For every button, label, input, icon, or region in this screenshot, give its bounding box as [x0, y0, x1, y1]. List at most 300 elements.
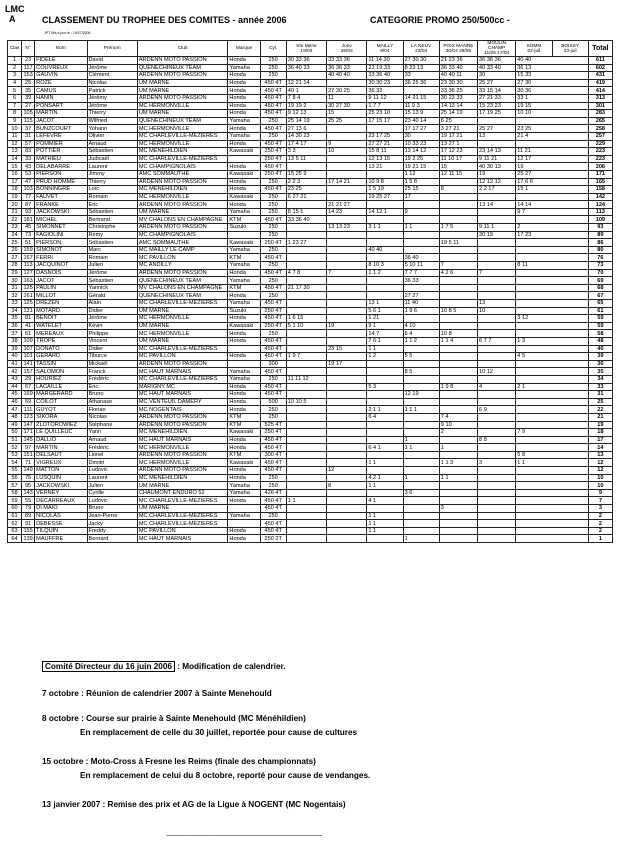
cell-score	[367, 277, 403, 285]
cell-clas: 32	[8, 292, 22, 300]
cell-score	[478, 360, 516, 368]
cell-score: 1 6 15	[286, 315, 326, 323]
cell-score: 17 6 6	[516, 178, 588, 186]
cell-prenom: Freddy	[87, 527, 137, 535]
cell-score: 1 7 7	[367, 102, 403, 110]
cell-prenom: Bruno	[87, 391, 137, 399]
col-race-5-6	[439, 41, 477, 57]
cell-clas: 47	[8, 406, 22, 414]
note-line: 7 octobre : Réunion de calendrier 2007 à Sainte Menehould	[42, 689, 272, 698]
cell-club: MC CHARLEVILLE-MEZIERES	[137, 520, 228, 528]
cell-score	[367, 239, 403, 247]
cell-prenom: Gérald	[87, 292, 137, 300]
cell-marque: Yamaha	[228, 482, 260, 490]
cell-clas: 33	[8, 300, 22, 308]
cell-score: 19	[516, 163, 588, 171]
cell-score	[327, 368, 367, 376]
cell-cyl: 250	[260, 57, 286, 65]
cell-num: 147	[23, 421, 33, 428]
cell-total: 602	[588, 64, 612, 72]
cell-club: MC HAUT MARNAIS	[137, 391, 228, 399]
cell-score: 12 12 12	[478, 178, 516, 186]
cell-score: 1 1	[367, 520, 403, 528]
cell-cyl: 300	[260, 360, 286, 368]
cell-score: 10	[327, 148, 367, 156]
cell-marque: Yamaha	[228, 117, 260, 125]
cell-total: 3	[588, 505, 612, 513]
cell-num: 163	[23, 277, 33, 284]
cell-num: 37	[22, 125, 35, 133]
cell-num: 79	[22, 505, 35, 513]
cell-cyl: 450 4T	[260, 110, 286, 118]
cell-score	[478, 140, 516, 148]
table-row	[8, 383, 613, 391]
cell-score: 17 4 17	[286, 140, 326, 148]
cell-score: 3 1 1	[367, 224, 403, 232]
cell-score	[516, 277, 588, 285]
cell-clas: 59	[8, 497, 22, 505]
race-date: 28/05	[459, 48, 472, 54]
table-row	[8, 269, 613, 277]
cell-cyl: 250 4T	[260, 307, 286, 315]
cell-score: 13 14 12	[403, 148, 439, 156]
cell-score	[327, 444, 367, 452]
cell-score	[439, 375, 477, 383]
cell-score	[516, 117, 588, 125]
cell-club: ARDENN MOTO PASSION	[137, 360, 228, 368]
cell-marque: Yamaha	[228, 368, 260, 376]
cell-score	[516, 482, 588, 490]
cell-score	[286, 330, 326, 338]
cell-score	[516, 520, 588, 528]
cell-total: 31	[588, 391, 612, 399]
cell-score: 5 8	[516, 451, 588, 459]
cell-nom: LACAILLE	[35, 383, 87, 391]
table-row	[8, 413, 613, 421]
cell-score: 40 40	[516, 57, 588, 65]
cell-clas: 43	[8, 375, 22, 383]
cell-club: QUENECHINEUX TEAM	[137, 64, 228, 72]
cell-club: AMC SOMMAUTHE	[137, 239, 228, 247]
cell-score	[516, 246, 588, 254]
cell-score	[439, 284, 477, 292]
cell-club: UM MARNE	[137, 87, 228, 95]
cell-score	[327, 489, 367, 497]
cell-cyl: 450 4T	[260, 467, 286, 475]
cell-score: 11 40	[403, 300, 439, 308]
cell-score: 10 12	[478, 368, 516, 376]
cell-marque	[228, 360, 260, 368]
cell-cyl: 450 4T	[260, 353, 286, 361]
cell-club: MC HAUT MARNAIS	[137, 368, 228, 376]
cell-score	[439, 201, 477, 209]
cell-score: 23 40 14	[403, 117, 439, 125]
cell-score: 17 23	[516, 231, 588, 239]
cell-score	[516, 436, 588, 444]
cell-score	[286, 520, 326, 528]
cell-club: MC MAILLY LE CAMP	[137, 246, 228, 254]
cell-score	[478, 239, 516, 247]
cell-num: 89	[22, 512, 35, 520]
cell-score	[516, 505, 588, 513]
cell-cyl: 450 4T	[260, 284, 286, 292]
cell-nom: MICHEL	[35, 216, 87, 224]
col-num: N°	[22, 41, 35, 57]
cell-marque: Honda	[228, 292, 260, 300]
cell-score	[439, 360, 477, 368]
cell-score: 19	[478, 170, 516, 178]
cell-score: 19 19 2	[286, 102, 326, 110]
cell-num: 125	[23, 300, 33, 307]
cell-cyl: 250 4T	[260, 155, 286, 163]
race-date: 17/04	[497, 51, 510, 56]
cell-num: 33	[22, 155, 35, 163]
cell-score: 36 33	[367, 87, 403, 95]
cell-prenom: Romain	[87, 254, 137, 262]
table-row	[8, 451, 613, 459]
cell-score: 15 13 9	[403, 110, 439, 118]
cell-clas: 27	[8, 254, 22, 262]
cell-score	[286, 292, 326, 300]
cell-marque: Honda	[228, 110, 260, 118]
cell-score: 1 3	[516, 337, 588, 345]
table-row	[8, 239, 613, 247]
cell-score	[439, 482, 477, 490]
cell-total: 89	[588, 231, 612, 239]
cell-marque: Honda	[228, 94, 260, 102]
cell-marque: Honda	[228, 535, 260, 543]
cell-total: 611	[588, 57, 612, 65]
cell-cyl: 250 2T	[260, 535, 286, 543]
cell-marque: Honda	[228, 125, 260, 133]
cell-prenom: Laurent	[87, 163, 137, 171]
cell-club: MC PAVILLON	[137, 254, 228, 262]
cell-nom: MARGERARD	[35, 391, 87, 399]
cell-clas: 54	[8, 459, 22, 467]
cell-cyl: 250 4T	[260, 148, 286, 156]
cell-score: 11	[327, 94, 367, 102]
cell-score	[327, 520, 367, 528]
table-row	[8, 467, 613, 475]
cell-score: 17	[403, 193, 439, 201]
cell-score: 40 1	[286, 87, 326, 95]
cell-nom: MATHIEU	[35, 155, 87, 163]
cell-total: 73	[588, 262, 612, 270]
race-name: Ste Mene	[296, 43, 317, 49]
cell-club: MC CHARLEVILLE-MEZIERES	[137, 300, 228, 308]
table-row	[8, 391, 613, 399]
cell-club: UM MARNE	[137, 208, 228, 216]
cell-score	[516, 512, 588, 520]
cell-clas: 49	[8, 421, 22, 429]
cell-score: 33	[403, 72, 439, 80]
cell-score: 4 2 1	[367, 474, 403, 482]
cell-num: 103	[23, 186, 33, 193]
cell-club: MC HERMONVILLE	[137, 459, 228, 467]
corner-line-2: A	[9, 14, 16, 24]
cell-club: CHAUMONT ENDURO 52	[137, 489, 228, 497]
race-name: BOISSY	[561, 43, 580, 49]
cell-prenom: Alain	[87, 300, 137, 308]
col-marque: Marque	[228, 41, 260, 57]
cell-num: 105	[23, 110, 33, 117]
cell-nom: DREZEN	[35, 300, 87, 308]
cell-cyl: 450 4T	[260, 186, 286, 194]
cell-score	[403, 467, 439, 475]
cell-score	[478, 322, 516, 330]
cell-clas: 10	[8, 125, 22, 133]
cell-total: 59	[588, 315, 612, 323]
cell-prenom: Stéphane	[87, 421, 137, 429]
cell-score	[327, 186, 367, 194]
table-row	[8, 292, 613, 300]
cell-score: 10 10	[516, 110, 588, 118]
cell-score	[403, 201, 439, 209]
cell-clas: 29	[8, 269, 22, 277]
cell-clas: 58	[8, 489, 22, 497]
cell-clas: 55	[8, 467, 22, 475]
cell-score: 12 11 15	[439, 170, 477, 178]
cell-nom: JACQUINOT	[35, 262, 87, 270]
cell-clas: 36	[8, 322, 22, 330]
cell-club: MARIGNY MC	[137, 383, 228, 391]
cell-cyl: 250	[260, 132, 286, 140]
cell-cyl: 450 4T	[260, 254, 286, 262]
cell-prenom: Eric	[87, 201, 137, 209]
cell-score	[403, 375, 439, 383]
cell-score: 1 12	[403, 170, 439, 178]
cell-score: 13 21	[367, 163, 403, 171]
cell-cyl: 250	[260, 375, 286, 383]
cell-score	[439, 216, 477, 224]
cell-clas: 15	[8, 163, 22, 171]
cell-score	[286, 451, 326, 459]
cell-total: 2	[588, 512, 612, 520]
cell-num: 41	[22, 322, 35, 330]
cell-score	[286, 277, 326, 285]
cell-score: 36 33 40	[439, 64, 477, 72]
cell-clas: 20	[8, 201, 22, 209]
cell-club: MC PAVILLON	[137, 353, 228, 361]
cell-prenom: Sébastien	[87, 277, 137, 285]
cell-score	[478, 497, 516, 505]
cell-score	[478, 292, 516, 300]
cell-nom: PRUD HOMME	[35, 178, 87, 186]
cell-cyl: 450 4T	[260, 87, 286, 95]
col-total: Total	[588, 41, 612, 57]
cell-marque: KTM	[228, 254, 260, 262]
cell-score	[478, 520, 516, 528]
cell-score	[516, 467, 588, 475]
cell-score	[403, 413, 439, 421]
cell-cyl: 250	[260, 117, 286, 125]
cell-score	[327, 284, 367, 292]
table-row	[8, 170, 613, 178]
cell-num: 53	[22, 170, 35, 178]
cell-club: MC MENEHILDIEN	[137, 148, 228, 156]
cell-club: MC CHARLEVILLE-MEZIERES	[137, 512, 228, 520]
cell-prenom: Christophe	[87, 224, 137, 232]
cell-clas: 16	[8, 170, 22, 178]
cell-score: 25 23 10	[367, 110, 403, 118]
table-row	[8, 94, 613, 102]
cell-prenom: Wilfried	[87, 117, 137, 125]
cell-total: 142	[588, 193, 612, 201]
cell-clas: 24	[8, 231, 22, 239]
cell-score	[403, 216, 439, 224]
cell-score	[439, 451, 477, 459]
cell-clas: 34	[8, 307, 22, 315]
table-row	[8, 436, 613, 444]
table-row	[8, 505, 613, 513]
cell-total: 70	[588, 269, 612, 277]
cell-score: 11 21	[516, 148, 588, 156]
cell-score	[478, 353, 516, 361]
cell-num: 75	[22, 474, 35, 482]
cell-clas: 48	[8, 413, 22, 421]
cell-club: MC CHARLEVILLE-MEZIERES	[137, 132, 228, 140]
cell-score	[367, 535, 403, 543]
cell-score	[439, 300, 477, 308]
table-row	[8, 201, 613, 209]
cell-clas: 38	[8, 337, 22, 345]
cell-total: 22	[588, 406, 612, 414]
cell-cyl: 450 4T	[260, 315, 286, 323]
cell-total: 109	[588, 216, 612, 224]
separator-line: --------------------------------------------------------------------------------------------------------	[166, 833, 322, 839]
cell-score	[327, 429, 367, 437]
cell-score	[403, 459, 439, 467]
table-row	[8, 64, 613, 72]
cell-cyl: 250	[260, 246, 286, 254]
cell-score	[367, 201, 403, 209]
cell-club: MC NOGENTAIS	[137, 406, 228, 414]
cell-score	[439, 436, 477, 444]
note-line: En remplacement de celui du 8 octobre, reporté pour cause de vendanges.	[80, 771, 371, 780]
cell-score: 13 1	[367, 300, 403, 308]
cell-score	[327, 451, 367, 459]
table-row	[8, 72, 613, 80]
cell-clas: 25	[8, 239, 22, 247]
cell-score: 2 2 17	[478, 186, 516, 194]
cell-score	[286, 337, 326, 345]
cell-cyl: 450 4T	[260, 300, 286, 308]
cell-score	[439, 353, 477, 361]
cell-score: 36 33	[403, 277, 439, 285]
cell-score: 1 1	[403, 224, 439, 232]
cell-marque: Honda	[228, 436, 260, 444]
cell-score	[516, 535, 588, 543]
cell-score	[516, 216, 588, 224]
update-note: JPT Mis à jour le : 19/07/2006	[44, 31, 91, 35]
cell-score: 1 7 5	[439, 224, 477, 232]
cell-marque: Honda	[228, 163, 260, 171]
cell-prenom: Arnaud	[87, 436, 137, 444]
cell-score	[367, 489, 403, 497]
cell-nom: MAUFFRE	[35, 535, 87, 543]
cell-score	[516, 140, 588, 148]
cell-score	[327, 383, 367, 391]
cell-score	[327, 155, 367, 163]
cell-score: 2	[516, 224, 588, 232]
cell-score	[286, 300, 326, 308]
cell-score: 5 5	[403, 353, 439, 361]
race-date: 23-juil	[563, 48, 577, 54]
cell-score	[327, 421, 367, 429]
cell-score: 5 3	[367, 383, 403, 391]
cell-total: 10	[588, 474, 612, 482]
cell-score: 30	[478, 72, 516, 80]
cell-club: MC HERMONVILLE	[137, 193, 228, 201]
cell-clas: 2	[8, 64, 22, 72]
cell-score	[327, 497, 367, 505]
cell-score: 21 21 27	[327, 201, 367, 209]
cell-prenom: Jimmy	[87, 170, 137, 178]
cell-score: 5 10 11	[403, 262, 439, 270]
cell-num: 83	[22, 148, 35, 156]
cell-nom: POMMIER	[35, 140, 87, 148]
cell-score	[327, 277, 367, 285]
cell-total: 80	[588, 246, 612, 254]
cell-score: 27 21 33	[478, 94, 516, 102]
cell-cyl: 525 4T	[260, 421, 286, 429]
cell-score: 7 8 4	[286, 94, 326, 102]
col-clas: Clas	[8, 41, 22, 57]
cell-club: UM MARNE	[137, 307, 228, 315]
cell-club: UM MARNE	[137, 505, 228, 513]
cell-score: 14 23	[327, 208, 367, 216]
cell-cyl: 250	[260, 474, 286, 482]
cell-score: 2 2 3	[286, 178, 326, 186]
category-title: CATEGORIE PROMO 250/500cc -	[370, 15, 510, 25]
cell-club: MC VENTEUIL DAMERY	[137, 398, 228, 406]
cell-score	[478, 527, 516, 535]
cell-nom: NICOLAS	[35, 512, 87, 520]
cell-clas: 63	[8, 527, 22, 535]
cell-score: 17 15 17	[367, 117, 403, 125]
cell-score	[286, 421, 326, 429]
cell-score: 10 8	[439, 330, 477, 338]
race-name: MAILLY	[376, 43, 394, 49]
cell-score	[367, 170, 403, 178]
cell-marque: Yamaha	[228, 512, 260, 520]
cell-score	[516, 239, 588, 247]
cell-score: 1 1	[367, 345, 403, 353]
race-name: MOULIN	[487, 41, 506, 46]
cell-score	[478, 421, 516, 429]
cell-nom: TROPE	[35, 337, 87, 345]
cell-score: 8 8	[478, 436, 516, 444]
cell-score: 15	[327, 110, 367, 118]
cell-total: 124	[588, 201, 612, 209]
cell-cyl: 450 4T	[260, 269, 286, 277]
cell-score	[439, 178, 477, 186]
table-row	[8, 482, 613, 490]
cell-score	[439, 497, 477, 505]
cell-score	[327, 300, 367, 308]
table-row	[8, 117, 613, 125]
cell-prenom: Laurent	[87, 474, 137, 482]
comite-note	[42, 662, 286, 671]
cell-score	[516, 330, 588, 338]
cell-nom: SIMONOT	[35, 246, 87, 254]
corner-label	[5, 4, 25, 24]
cell-score: 25 14 19	[286, 117, 326, 125]
cell-score	[403, 315, 439, 323]
cell-clas: 19	[8, 193, 22, 201]
cell-score	[439, 368, 477, 376]
cell-prenom: Athanase	[87, 398, 137, 406]
